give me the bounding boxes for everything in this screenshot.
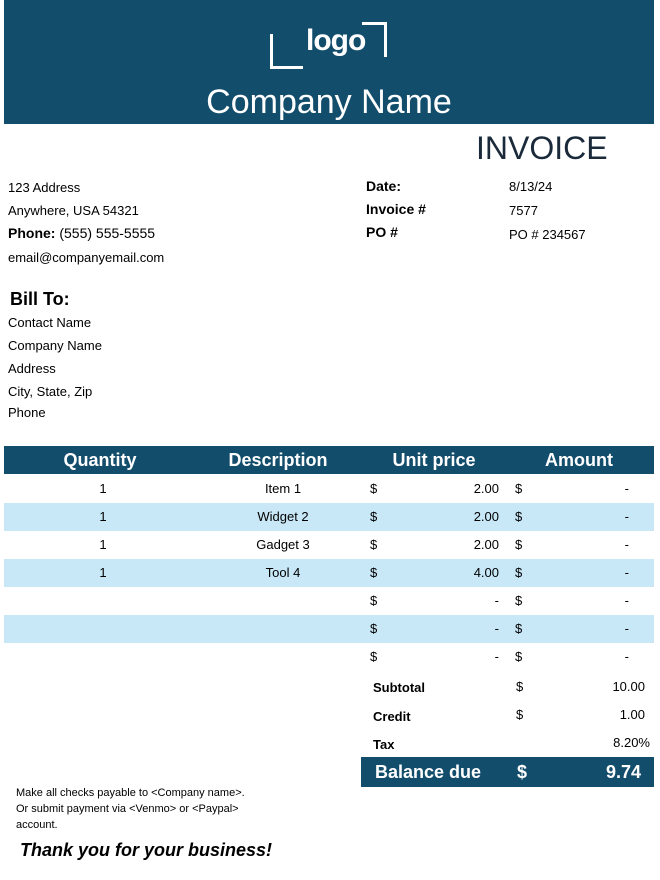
header-unit-price: Unit price <box>392 450 476 470</box>
bill-to-contact: Contact Name <box>8 315 92 330</box>
logo-text: logo <box>306 24 366 57</box>
date-value: 8/13/24 <box>509 179 553 194</box>
invoice-header <box>4 0 654 124</box>
row-amount: - <box>624 565 629 580</box>
row-unit-currency: $ <box>370 621 378 636</box>
bill-to-address: Address <box>8 361 56 376</box>
table-row <box>4 475 654 503</box>
row-amount-currency: $ <box>515 621 523 636</box>
row-amount: - <box>624 537 629 552</box>
table-row <box>4 503 654 531</box>
row-unit-price: - <box>494 621 499 636</box>
balance-due-value: 9.74 <box>605 762 641 782</box>
bill-to-title: Bill To: <box>10 289 70 309</box>
row-unit-currency: $ <box>370 537 378 552</box>
subtotal-currency: $ <box>516 679 524 694</box>
row-quantity <box>88 615 118 643</box>
row-unit-currency: $ <box>370 593 378 608</box>
row-unit-price: 2.00 <box>473 537 499 552</box>
row-quantity <box>88 587 118 615</box>
row-unit-currency: $ <box>370 481 378 496</box>
row-description <box>219 643 347 671</box>
phone-label: Phone: <box>8 225 56 241</box>
payment-note-line: Make all checks payable to <Company name>. <box>16 787 245 799</box>
invoice-title: INVOICE <box>476 130 608 166</box>
tax-value: 8.20% <box>613 735 650 750</box>
sender-address: 123 Address <box>8 180 81 195</box>
logo-bracket-bottom-left <box>270 34 303 69</box>
row-unit-price: 2.00 <box>473 481 499 496</box>
tax-label: Tax <box>373 737 395 752</box>
credit-currency: $ <box>516 707 524 722</box>
credit-label: Credit <box>373 709 411 724</box>
subtotal-label: Subtotal <box>373 680 425 695</box>
row-quantity: 1 <box>99 537 107 552</box>
header-quantity: Quantity <box>63 450 137 470</box>
table-row <box>4 643 654 671</box>
row-amount-currency: $ <box>515 593 523 608</box>
row-quantity: 1 <box>99 565 107 580</box>
payment-note-line: account. <box>16 819 58 831</box>
header-amount: Amount <box>545 450 613 470</box>
row-description: Gadget 3 <box>256 537 310 552</box>
row-unit-price: 4.00 <box>473 565 499 580</box>
row-amount-currency: $ <box>515 565 523 580</box>
row-amount-currency: $ <box>515 481 523 496</box>
logo-bracket-top-right <box>362 22 387 57</box>
invoice-number-label: Invoice # <box>366 201 426 217</box>
table-row <box>4 559 654 587</box>
line-items-header <box>4 446 654 474</box>
row-unit-currency: $ <box>370 509 378 524</box>
row-amount-currency: $ <box>515 649 523 664</box>
sender-city-line: Anywhere, USA 54321 <box>8 203 139 218</box>
table-row <box>4 531 654 559</box>
row-amount: - <box>624 593 629 608</box>
row-unit-currency: $ <box>370 649 378 664</box>
row-unit-price: - <box>494 649 499 664</box>
payment-note-line: Or submit payment via <Venmo> or <Paypal> <box>16 803 239 815</box>
bill-to-phone: Phone <box>8 405 46 420</box>
row-amount: - <box>624 509 629 524</box>
row-amount-currency: $ <box>515 537 523 552</box>
sender-email: email@companyemail.com <box>8 250 165 265</box>
table-row <box>4 615 654 643</box>
balance-due-label: Balance due <box>375 762 482 782</box>
invoice-number-value: 7577 <box>509 203 538 218</box>
row-amount-currency: $ <box>515 509 523 524</box>
balance-due-currency: $ <box>517 762 528 782</box>
row-unit-price: - <box>494 593 499 608</box>
sender-phone <box>8 225 155 241</box>
row-amount: - <box>624 649 629 664</box>
credit-value: 1.00 <box>619 707 645 722</box>
company-logo <box>266 20 394 70</box>
header-description: Description <box>228 450 328 470</box>
row-description: Item 1 <box>264 481 302 496</box>
row-quantity: 1 <box>99 509 107 524</box>
thank-you-message: Thank you for your business! <box>20 840 273 860</box>
row-amount: - <box>624 621 629 636</box>
table-row <box>4 587 654 615</box>
row-description <box>219 615 347 643</box>
row-description: Tool 4 <box>265 565 301 580</box>
bill-to-company: Company Name <box>8 338 102 353</box>
row-quantity <box>88 643 118 671</box>
row-unit-price: 2.00 <box>473 509 499 524</box>
row-quantity: 1 <box>99 481 107 496</box>
po-value: PO # 234567 <box>509 227 586 242</box>
company-name: Company Name <box>206 83 452 121</box>
bill-to-city: City, State, Zip <box>8 384 93 399</box>
row-amount: - <box>624 481 629 496</box>
subtotal-value: 10.00 <box>612 679 645 694</box>
balance-due-bar <box>361 757 654 787</box>
phone-value: (555) 555-5555 <box>55 225 156 241</box>
row-description <box>219 587 347 615</box>
po-label: PO # <box>366 224 398 240</box>
date-label: Date: <box>366 178 402 194</box>
row-unit-currency: $ <box>370 565 378 580</box>
row-description: Widget 2 <box>257 509 309 524</box>
